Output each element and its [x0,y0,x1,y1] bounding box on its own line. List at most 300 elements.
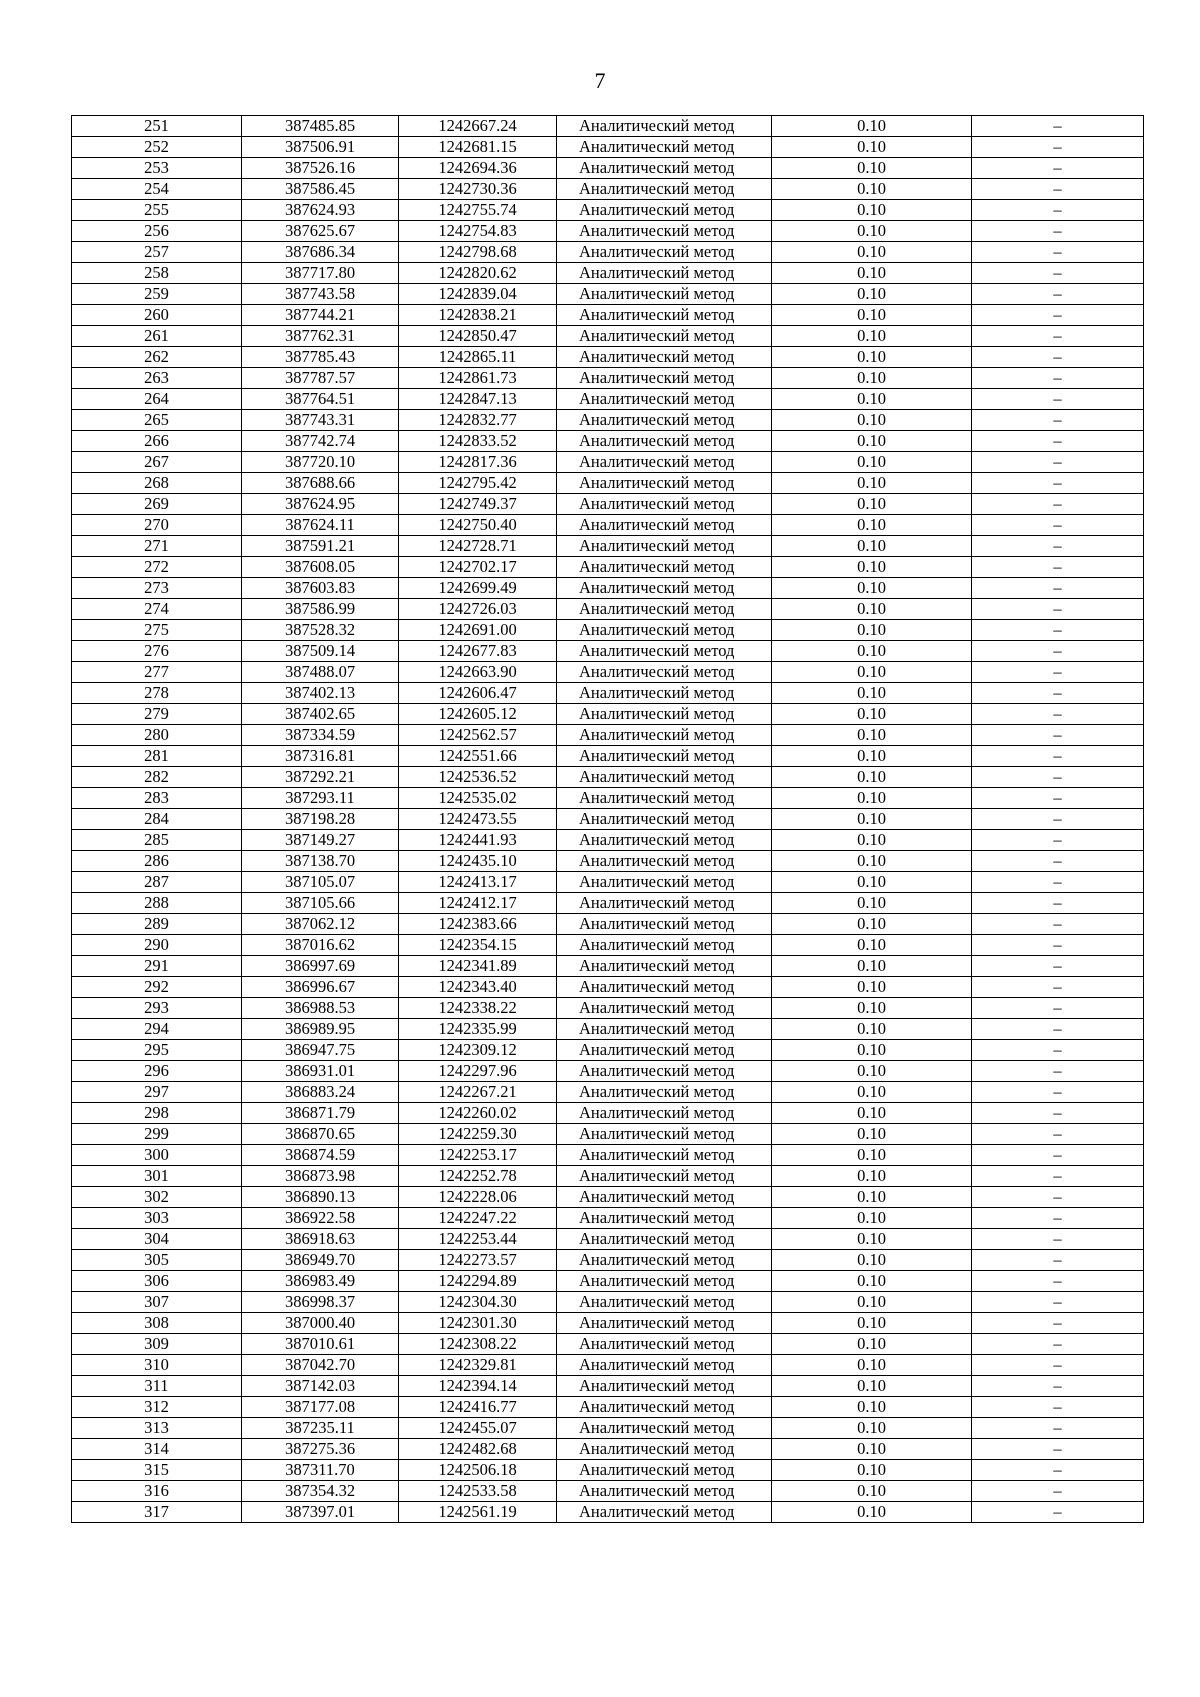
point-number-cell: 258 [72,263,242,284]
accuracy-cell: 0.10 [772,725,972,746]
y-coordinate-cell: 1242455.07 [399,1418,557,1439]
y-coordinate-cell: 1242482.68 [399,1439,557,1460]
x-coordinate-cell: 387762.31 [242,326,399,347]
accuracy-cell: 0.10 [772,1355,972,1376]
y-coordinate-cell: 1242847.13 [399,389,557,410]
accuracy-cell: 0.10 [772,1040,972,1061]
note-cell: – [972,1313,1144,1334]
accuracy-cell: 0.10 [772,998,972,1019]
note-cell: – [972,1460,1144,1481]
note-cell: – [972,1376,1144,1397]
x-coordinate-cell: 386998.37 [242,1292,399,1313]
note-cell: – [972,725,1144,746]
point-number-cell: 313 [72,1418,242,1439]
y-coordinate-cell: 1242228.06 [399,1187,557,1208]
table-row [72,1019,1144,1040]
accuracy-cell: 0.10 [772,1313,972,1334]
y-coordinate-cell: 1242694.36 [399,158,557,179]
table-row [72,914,1144,935]
x-coordinate-cell: 387316.81 [242,746,399,767]
point-number-cell: 311 [72,1376,242,1397]
table-row [72,494,1144,515]
point-number-cell: 288 [72,893,242,914]
accuracy-cell: 0.10 [772,1250,972,1271]
y-coordinate-cell: 1242267.21 [399,1082,557,1103]
point-number-cell: 271 [72,536,242,557]
method-cell: Аналитический метод [557,788,772,809]
method-cell: Аналитический метод [557,179,772,200]
x-coordinate-cell: 387608.05 [242,557,399,578]
method-cell: Аналитический метод [557,200,772,221]
point-number-cell: 256 [72,221,242,242]
x-coordinate-cell: 387138.70 [242,851,399,872]
method-cell: Аналитический метод [557,620,772,641]
y-coordinate-cell: 1242413.17 [399,872,557,893]
point-number-cell: 299 [72,1124,242,1145]
table-row [72,305,1144,326]
y-coordinate-cell: 1242341.89 [399,956,557,977]
point-number-cell: 269 [72,494,242,515]
x-coordinate-cell: 387149.27 [242,830,399,851]
note-cell: – [972,1481,1144,1502]
note-cell: – [972,788,1144,809]
y-coordinate-cell: 1242435.10 [399,851,557,872]
x-coordinate-cell: 387688.66 [242,473,399,494]
note-cell: – [972,830,1144,851]
method-cell: Аналитический метод [557,1376,772,1397]
point-number-cell: 265 [72,410,242,431]
y-coordinate-cell: 1242820.62 [399,263,557,284]
note-cell: – [972,1166,1144,1187]
note-cell: – [972,431,1144,452]
x-coordinate-cell: 387591.21 [242,536,399,557]
x-coordinate-cell: 387624.93 [242,200,399,221]
y-coordinate-cell: 1242309.12 [399,1040,557,1061]
method-cell: Аналитический метод [557,641,772,662]
point-number-cell: 270 [72,515,242,536]
method-cell: Аналитический метод [557,809,772,830]
x-coordinate-cell: 387586.45 [242,179,399,200]
x-coordinate-cell: 386871.79 [242,1103,399,1124]
y-coordinate-cell: 1242699.49 [399,578,557,599]
x-coordinate-cell: 386883.24 [242,1082,399,1103]
x-coordinate-cell: 387624.95 [242,494,399,515]
table-row [72,1061,1144,1082]
method-cell: Аналитический метод [557,1103,772,1124]
point-number-cell: 293 [72,998,242,1019]
point-number-cell: 278 [72,683,242,704]
method-cell: Аналитический метод [557,326,772,347]
y-coordinate-cell: 1242260.02 [399,1103,557,1124]
note-cell: – [972,1124,1144,1145]
y-coordinate-cell: 1242606.47 [399,683,557,704]
x-coordinate-cell: 387743.58 [242,284,399,305]
note-cell: – [972,1061,1144,1082]
point-number-cell: 281 [72,746,242,767]
point-number-cell: 264 [72,389,242,410]
point-number-cell: 268 [72,473,242,494]
x-coordinate-cell: 387764.51 [242,389,399,410]
point-number-cell: 314 [72,1439,242,1460]
point-number-cell: 283 [72,788,242,809]
point-number-cell: 254 [72,179,242,200]
accuracy-cell: 0.10 [772,1271,972,1292]
table-row [72,1439,1144,1460]
x-coordinate-cell: 387000.40 [242,1313,399,1334]
accuracy-cell: 0.10 [772,1376,972,1397]
note-cell: – [972,893,1144,914]
point-number-cell: 275 [72,620,242,641]
y-coordinate-cell: 1242562.57 [399,725,557,746]
x-coordinate-cell: 386870.65 [242,1124,399,1145]
x-coordinate-cell: 387744.21 [242,305,399,326]
table-row [72,683,1144,704]
note-cell: – [972,200,1144,221]
accuracy-cell: 0.10 [772,1061,972,1082]
note-cell: – [972,158,1144,179]
method-cell: Аналитический метод [557,473,772,494]
point-number-cell: 276 [72,641,242,662]
method-cell: Аналитический метод [557,872,772,893]
method-cell: Аналитический метод [557,347,772,368]
y-coordinate-cell: 1242473.55 [399,809,557,830]
x-coordinate-cell: 387485.85 [242,116,399,137]
method-cell: Аналитический метод [557,1397,772,1418]
point-number-cell: 290 [72,935,242,956]
method-cell: Аналитический метод [557,1208,772,1229]
x-coordinate-cell: 387016.62 [242,935,399,956]
point-number-cell: 300 [72,1145,242,1166]
accuracy-cell: 0.10 [772,1334,972,1355]
point-number-cell: 251 [72,116,242,137]
x-coordinate-cell: 387402.13 [242,683,399,704]
accuracy-cell: 0.10 [772,221,972,242]
table-row [72,137,1144,158]
method-cell: Аналитический метод [557,1040,772,1061]
accuracy-cell: 0.10 [772,851,972,872]
page-number: 7 [594,68,606,93]
table-row [72,347,1144,368]
table-row [72,872,1144,893]
table-row [72,788,1144,809]
point-number-cell: 295 [72,1040,242,1061]
accuracy-cell: 0.10 [772,1124,972,1145]
table-row [72,1229,1144,1250]
point-number-cell: 291 [72,956,242,977]
accuracy-cell: 0.10 [772,1103,972,1124]
table-row [72,158,1144,179]
point-number-cell: 267 [72,452,242,473]
table-row [72,1334,1144,1355]
accuracy-cell: 0.10 [772,1208,972,1229]
method-cell: Аналитический метод [557,830,772,851]
y-coordinate-cell: 1242394.14 [399,1376,557,1397]
x-coordinate-cell: 386997.69 [242,956,399,977]
y-coordinate-cell: 1242850.47 [399,326,557,347]
coordinates-table-body [72,116,1144,1523]
method-cell: Аналитический метод [557,242,772,263]
y-coordinate-cell: 1242749.37 [399,494,557,515]
y-coordinate-cell: 1242294.89 [399,1271,557,1292]
method-cell: Аналитический метод [557,284,772,305]
method-cell: Аналитический метод [557,662,772,683]
y-coordinate-cell: 1242383.66 [399,914,557,935]
accuracy-cell: 0.10 [772,200,972,221]
y-coordinate-cell: 1242754.83 [399,221,557,242]
x-coordinate-cell: 387142.03 [242,1376,399,1397]
point-number-cell: 277 [72,662,242,683]
y-coordinate-cell: 1242273.57 [399,1250,557,1271]
x-coordinate-cell: 387603.83 [242,578,399,599]
table-row [72,1376,1144,1397]
x-coordinate-cell: 387042.70 [242,1355,399,1376]
point-number-cell: 317 [72,1502,242,1523]
x-coordinate-cell: 387742.74 [242,431,399,452]
accuracy-cell: 0.10 [772,1292,972,1313]
note-cell: – [972,284,1144,305]
note-cell: – [972,1208,1144,1229]
point-number-cell: 298 [72,1103,242,1124]
method-cell: Аналитический метод [557,536,772,557]
accuracy-cell: 0.10 [772,326,972,347]
accuracy-cell: 0.10 [772,830,972,851]
y-coordinate-cell: 1242726.03 [399,599,557,620]
x-coordinate-cell: 387787.57 [242,368,399,389]
accuracy-cell: 0.10 [772,515,972,536]
x-coordinate-cell: 386989.95 [242,1019,399,1040]
table-row [72,263,1144,284]
x-coordinate-cell: 386922.58 [242,1208,399,1229]
accuracy-cell: 0.10 [772,410,972,431]
table-row [72,662,1144,683]
note-cell: – [972,326,1144,347]
method-cell: Аналитический метод [557,368,772,389]
x-coordinate-cell: 387717.80 [242,263,399,284]
note-cell: – [972,998,1144,1019]
table-row [72,452,1144,473]
table-row [72,557,1144,578]
y-coordinate-cell: 1242335.99 [399,1019,557,1040]
accuracy-cell: 0.10 [772,662,972,683]
table-row [72,725,1144,746]
method-cell: Аналитический метод [557,746,772,767]
y-coordinate-cell: 1242795.42 [399,473,557,494]
table-row [72,179,1144,200]
accuracy-cell: 0.10 [772,788,972,809]
table-row [72,1187,1144,1208]
note-cell: – [972,914,1144,935]
accuracy-cell: 0.10 [772,263,972,284]
method-cell: Аналитический метод [557,158,772,179]
x-coordinate-cell: 387488.07 [242,662,399,683]
table-row [72,746,1144,767]
x-coordinate-cell: 387062.12 [242,914,399,935]
y-coordinate-cell: 1242441.93 [399,830,557,851]
point-number-cell: 282 [72,767,242,788]
accuracy-cell: 0.10 [772,809,972,830]
method-cell: Аналитический метод [557,494,772,515]
point-number-cell: 259 [72,284,242,305]
y-coordinate-cell: 1242605.12 [399,704,557,725]
table-row [72,830,1144,851]
note-cell: – [972,515,1144,536]
method-cell: Аналитический метод [557,1166,772,1187]
accuracy-cell: 0.10 [772,1460,972,1481]
table-row [72,1481,1144,1502]
x-coordinate-cell: 387198.28 [242,809,399,830]
table-row [72,851,1144,872]
x-coordinate-cell: 387743.31 [242,410,399,431]
y-coordinate-cell: 1242832.77 [399,410,557,431]
point-number-cell: 315 [72,1460,242,1481]
accuracy-cell: 0.10 [772,746,972,767]
y-coordinate-cell: 1242297.96 [399,1061,557,1082]
note-cell: – [972,1502,1144,1523]
x-coordinate-cell: 386873.98 [242,1166,399,1187]
note-cell: – [972,389,1144,410]
table-row [72,1166,1144,1187]
point-number-cell: 260 [72,305,242,326]
method-cell: Аналитический метод [557,263,772,284]
point-number-cell: 273 [72,578,242,599]
table-row [72,1124,1144,1145]
note-cell: – [972,1418,1144,1439]
x-coordinate-cell: 387397.01 [242,1502,399,1523]
accuracy-cell: 0.10 [772,557,972,578]
x-coordinate-cell: 387586.99 [242,599,399,620]
point-number-cell: 309 [72,1334,242,1355]
method-cell: Аналитический метод [557,1229,772,1250]
point-number-cell: 286 [72,851,242,872]
x-coordinate-cell: 387311.70 [242,1460,399,1481]
x-coordinate-cell: 387402.65 [242,704,399,725]
point-number-cell: 274 [72,599,242,620]
accuracy-cell: 0.10 [772,1397,972,1418]
table-row [72,200,1144,221]
note-cell: – [972,410,1144,431]
y-coordinate-cell: 1242728.71 [399,536,557,557]
point-number-cell: 307 [72,1292,242,1313]
y-coordinate-cell: 1242861.73 [399,368,557,389]
table-row [72,1292,1144,1313]
note-cell: – [972,1040,1144,1061]
method-cell: Аналитический метод [557,1250,772,1271]
accuracy-cell: 0.10 [772,1502,972,1523]
table-row [72,809,1144,830]
method-cell: Аналитический метод [557,1439,772,1460]
point-number-cell: 289 [72,914,242,935]
method-cell: Аналитический метод [557,1292,772,1313]
x-coordinate-cell: 386949.70 [242,1250,399,1271]
table-row [72,1145,1144,1166]
y-coordinate-cell: 1242253.17 [399,1145,557,1166]
x-coordinate-cell: 386890.13 [242,1187,399,1208]
x-coordinate-cell: 387624.11 [242,515,399,536]
table-row [72,410,1144,431]
accuracy-cell: 0.10 [772,599,972,620]
method-cell: Аналитический метод [557,137,772,158]
method-cell: Аналитический метод [557,725,772,746]
note-cell: – [972,557,1144,578]
table-row [72,956,1144,977]
y-coordinate-cell: 1242677.83 [399,641,557,662]
accuracy-cell: 0.10 [772,452,972,473]
accuracy-cell: 0.10 [772,977,972,998]
point-number-cell: 304 [72,1229,242,1250]
note-cell: – [972,305,1144,326]
accuracy-cell: 0.10 [772,1019,972,1040]
accuracy-cell: 0.10 [772,536,972,557]
method-cell: Аналитический метод [557,914,772,935]
point-number-cell: 308 [72,1313,242,1334]
accuracy-cell: 0.10 [772,494,972,515]
note-cell: – [972,704,1144,725]
method-cell: Аналитический метод [557,515,772,536]
y-coordinate-cell: 1242354.15 [399,935,557,956]
note-cell: – [972,683,1144,704]
note-cell: – [972,494,1144,515]
point-number-cell: 302 [72,1187,242,1208]
accuracy-cell: 0.10 [772,305,972,326]
y-coordinate-cell: 1242308.22 [399,1334,557,1355]
note-cell: – [972,1019,1144,1040]
accuracy-cell: 0.10 [772,389,972,410]
method-cell: Аналитический метод [557,1355,772,1376]
x-coordinate-cell: 386988.53 [242,998,399,1019]
method-cell: Аналитический метод [557,1313,772,1334]
accuracy-cell: 0.10 [772,1166,972,1187]
table-row [72,767,1144,788]
table-row [72,116,1144,137]
x-coordinate-cell: 387334.59 [242,725,399,746]
note-cell: – [972,620,1144,641]
method-cell: Аналитический метод [557,1334,772,1355]
point-number-cell: 279 [72,704,242,725]
x-coordinate-cell: 387506.91 [242,137,399,158]
x-coordinate-cell: 387625.67 [242,221,399,242]
accuracy-cell: 0.10 [772,767,972,788]
y-coordinate-cell: 1242817.36 [399,452,557,473]
note-cell: – [972,1397,1144,1418]
method-cell: Аналитический метод [557,389,772,410]
point-number-cell: 306 [72,1271,242,1292]
accuracy-cell: 0.10 [772,956,972,977]
note-cell: – [972,851,1144,872]
point-number-cell: 272 [72,557,242,578]
x-coordinate-cell: 387177.08 [242,1397,399,1418]
note-cell: – [972,1271,1144,1292]
note-cell: – [972,767,1144,788]
point-number-cell: 301 [72,1166,242,1187]
table-row [72,368,1144,389]
point-number-cell: 297 [72,1082,242,1103]
table-row [72,1271,1144,1292]
note-cell: – [972,473,1144,494]
note-cell: – [972,1229,1144,1250]
accuracy-cell: 0.10 [772,1229,972,1250]
note-cell: – [972,599,1144,620]
x-coordinate-cell: 387509.14 [242,641,399,662]
accuracy-cell: 0.10 [772,935,972,956]
point-number-cell: 261 [72,326,242,347]
accuracy-cell: 0.10 [772,872,972,893]
accuracy-cell: 0.10 [772,893,972,914]
note-cell: – [972,872,1144,893]
note-cell: – [972,578,1144,599]
method-cell: Аналитический метод [557,116,772,137]
accuracy-cell: 0.10 [772,158,972,179]
method-cell: Аналитический метод [557,1061,772,1082]
